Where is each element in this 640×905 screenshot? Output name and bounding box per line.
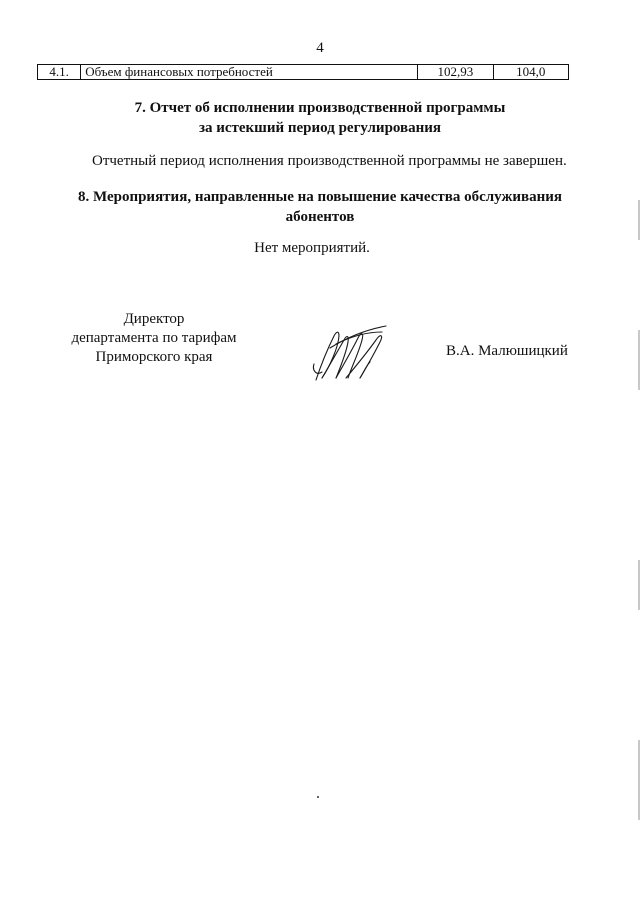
section-8-heading-line1: 8. Мероприятия, направленные на повышение качества обслуживания: [77, 189, 562, 205]
section-7-heading-line1: 7. Отчет об исполнении производственной программы: [134, 100, 506, 116]
signer-name: В.А. Малюшицкий: [446, 343, 568, 359]
position-line3: Приморского края: [95, 349, 213, 365]
section-7-text: Отчетный период исполнения производственной программы не завершен.: [92, 153, 567, 169]
signatory-position: [44, 310, 264, 367]
scan-dot: [317, 796, 319, 798]
position-line1: Директор: [123, 311, 185, 327]
section-8-heading: [0, 187, 640, 227]
row-value2-cell: 104,0: [493, 65, 568, 80]
row-value1-cell: 102,93: [418, 65, 493, 80]
section-7-heading-line2: за истекший период регулирования: [198, 120, 442, 136]
section-8-heading-line2: абонентов: [285, 209, 355, 225]
section-7-heading: [0, 98, 640, 138]
row-name-cell: Объем финансовых потребностей: [81, 65, 418, 80]
position-line2: департамента по тарифам: [71, 330, 237, 346]
page-number: 4: [316, 40, 324, 56]
table-row: [38, 65, 569, 80]
section-8-text: Нет мероприятий.: [254, 240, 370, 256]
handwritten-signature: [306, 318, 392, 386]
row-number-cell: 4.1.: [38, 65, 81, 80]
financial-table: [37, 64, 569, 80]
